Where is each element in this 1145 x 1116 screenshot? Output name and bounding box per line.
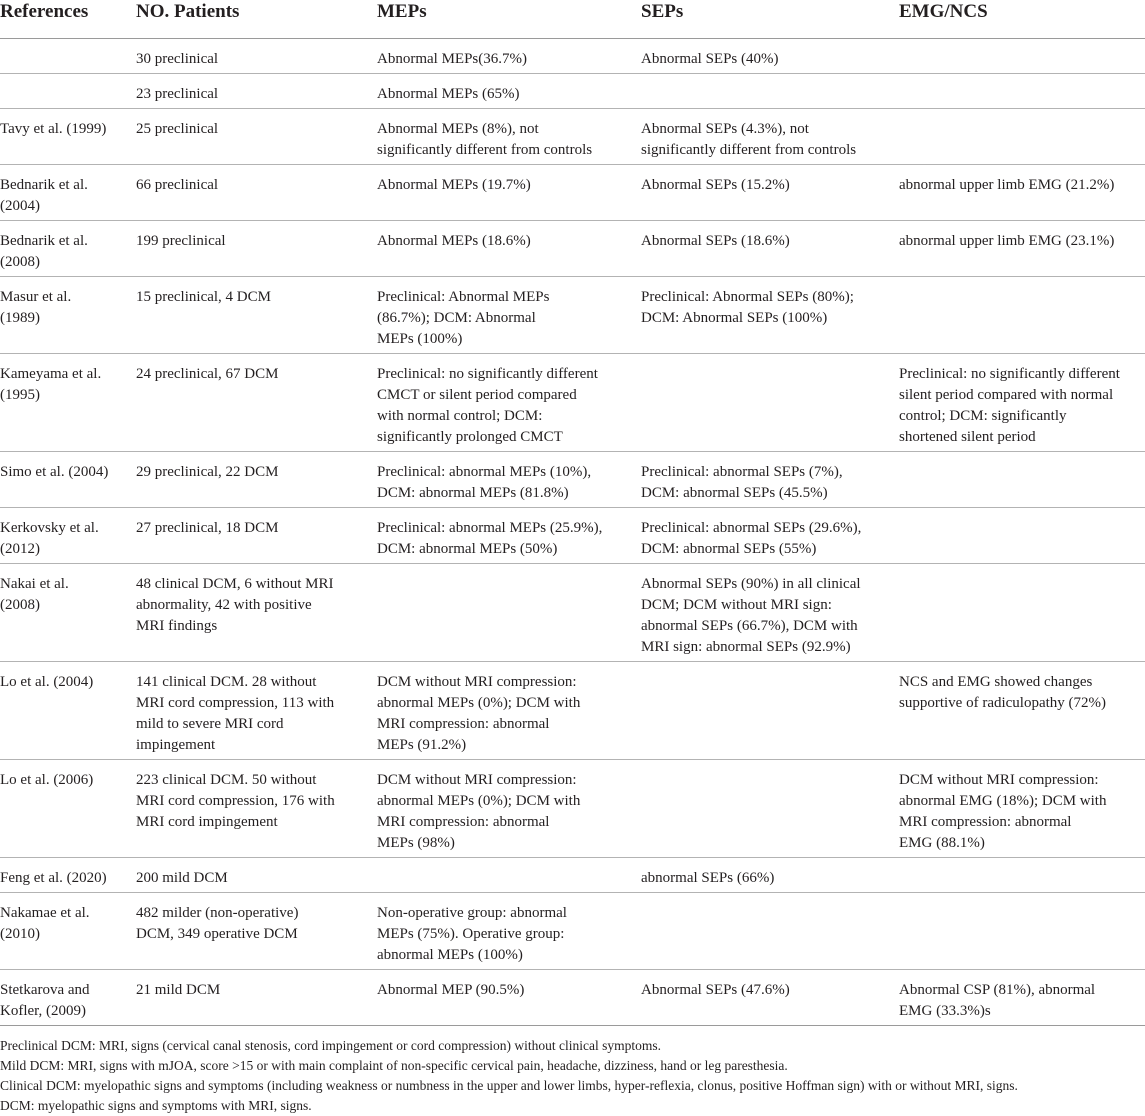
cell-emg-ncs <box>899 165 1145 221</box>
cell-line: Bednarik et al. <box>0 177 88 193</box>
cell-line: MRI cord impingement <box>136 814 278 830</box>
cell-line: Kameyama et al. <box>0 366 102 382</box>
cell-line: 141 clinical DCM. 28 without <box>136 674 317 690</box>
cell-line: Abnormal SEPs (90%) in all clinical <box>641 576 861 592</box>
cell-meps <box>377 564 641 662</box>
cell-emg-ncs <box>899 970 1145 1026</box>
cell-line: abnormal SEPs (66.7%), DCM with <box>641 618 858 634</box>
cell-seps <box>641 508 899 564</box>
cell-meps <box>377 74 641 109</box>
cell-line: Abnormal MEPs(36.7%) <box>377 51 527 67</box>
cell-line: Preclinical: no significantly different <box>377 366 598 382</box>
cell-line: Abnormal SEPs (4.3%), not <box>641 121 809 137</box>
table-footnotes <box>0 1036 1145 1116</box>
cell-patients <box>136 221 377 277</box>
table-row <box>0 74 1145 109</box>
cell-seps <box>641 760 899 858</box>
footnote-clinical: Clinical DCM: myelopathic signs and symptoms (including weakness or numbness in the upper and lower limbs, hyper-reflexia, clonus, positive Hoffman sign) with or without MRI, signs. <box>0 1078 1018 1093</box>
cell-line: EMG (33.3%)s <box>899 1003 991 1019</box>
cell-line: 199 preclinical <box>136 233 226 249</box>
cell-reference <box>0 858 136 893</box>
cell-reference <box>0 74 136 109</box>
cell-line: DCM: abnormal SEPs (45.5%) <box>641 485 828 501</box>
footnote-mild: Mild DCM: MRI, signs with mJOA, score >15 or with main complaint of non-specific cervical pain, headache, dizziness, hand or leg paresthesia. <box>0 1058 788 1073</box>
cell-line <box>899 119 1141 140</box>
cell-patients <box>136 39 377 74</box>
cell-meps <box>377 662 641 760</box>
cell-line <box>899 868 1141 889</box>
cell-emg-ncs <box>899 662 1145 760</box>
cell-meps <box>377 354 641 452</box>
cell-reference <box>0 564 136 662</box>
cell-meps <box>377 508 641 564</box>
cell-line: MRI sign: abnormal SEPs (92.9%) <box>641 639 851 655</box>
cell-emg-ncs <box>899 354 1145 452</box>
cell-line: (2010) <box>0 926 40 942</box>
cell-reference <box>0 760 136 858</box>
cell-line: Masur et al. <box>0 289 72 305</box>
cell-line: Stetkarova and <box>0 982 90 998</box>
cell-line <box>899 518 1141 539</box>
cell-line: Nakai et al. <box>0 576 69 592</box>
table-row <box>0 662 1145 760</box>
cell-seps <box>641 277 899 354</box>
cell-meps <box>377 277 641 354</box>
table-row <box>0 508 1145 564</box>
table-row <box>0 165 1145 221</box>
cell-line: significantly different from controls <box>377 142 593 158</box>
cell-seps <box>641 452 899 508</box>
header-patients: NO. Patients <box>136 0 377 39</box>
table-row <box>0 760 1145 858</box>
cell-line: Preclinical: abnormal MEPs (25.9%), <box>377 520 603 536</box>
cell-line: 30 preclinical <box>136 51 219 67</box>
cell-line: Abnormal SEPs (18.6%) <box>641 233 790 249</box>
table-row <box>0 452 1145 508</box>
cell-line: abnormal MEPs (100%) <box>377 947 523 963</box>
cell-line: (1989) <box>0 310 40 326</box>
cell-emg-ncs <box>899 277 1145 354</box>
cell-line: MRI cord compression, 113 with <box>136 695 335 711</box>
header-emg-ncs: EMG/NCS <box>899 0 1145 39</box>
header-row <box>0 0 1145 39</box>
cell-meps <box>377 109 641 165</box>
cell-patients <box>136 109 377 165</box>
cell-line: DCM: Abnormal SEPs (100%) <box>641 310 828 326</box>
cell-line: DCM without MRI compression: <box>377 772 577 788</box>
cell-line: abnormality, 42 with positive <box>136 597 312 613</box>
cell-emg-ncs <box>899 760 1145 858</box>
cell-line: DCM; DCM without MRI sign: <box>641 597 832 613</box>
cell-line: shortened silent period <box>899 429 1036 445</box>
cell-line: 15 preclinical, 4 DCM <box>136 289 271 305</box>
cell-line: Abnormal MEPs (18.6%) <box>377 233 531 249</box>
cell-emg-ncs <box>899 858 1145 893</box>
cell-line: (2004) <box>0 198 40 214</box>
cell-line: 200 mild DCM <box>136 870 228 886</box>
cell-line: 223 clinical DCM. 50 without <box>136 772 317 788</box>
cell-patients <box>136 354 377 452</box>
cell-line: MRI cord compression, 176 with <box>136 793 335 809</box>
cell-reference <box>0 970 136 1026</box>
cell-line: Preclinical: no significantly different <box>899 366 1120 382</box>
cell-line: NCS and EMG showed changes <box>899 674 1093 690</box>
cell-reference <box>0 508 136 564</box>
cell-line <box>641 84 895 105</box>
cell-patients <box>136 165 377 221</box>
cell-line: 24 preclinical, 67 DCM <box>136 366 279 382</box>
cell-line: Simo et al. (2004) <box>0 464 109 480</box>
cell-line: MEPs (98%) <box>377 835 455 851</box>
cell-line: abnormal upper limb EMG (23.1%) <box>899 233 1115 249</box>
cell-seps <box>641 662 899 760</box>
cell-line: (2012) <box>0 541 40 557</box>
cell-line <box>641 672 895 693</box>
cell-line: abnormal MEPs (0%); DCM with <box>377 695 581 711</box>
cell-line: MRI compression: abnormal <box>377 814 550 830</box>
cell-line <box>899 574 1141 595</box>
cell-line: 48 clinical DCM, 6 without MRI <box>136 576 334 592</box>
cell-reference <box>0 893 136 970</box>
cell-line: 66 preclinical <box>136 177 219 193</box>
cell-emg-ncs <box>899 221 1145 277</box>
cell-line: Preclinical: abnormal SEPs (7%), <box>641 464 843 480</box>
cell-line: Non-operative group: abnormal <box>377 905 567 921</box>
cell-line: 21 mild DCM <box>136 982 221 998</box>
table-row <box>0 277 1145 354</box>
header-references: References <box>0 0 136 39</box>
cell-line: MRI compression: abnormal <box>377 716 550 732</box>
cell-reference <box>0 662 136 760</box>
cell-line: Preclinical: abnormal SEPs (29.6%), <box>641 520 862 536</box>
table-row <box>0 970 1145 1026</box>
cell-line: EMG (88.1%) <box>899 835 985 851</box>
cell-line: abnormal EMG (18%); DCM with <box>899 793 1107 809</box>
cell-line: Abnormal MEPs (19.7%) <box>377 177 531 193</box>
cell-line <box>641 770 895 791</box>
table-row <box>0 109 1145 165</box>
cell-line <box>377 574 637 595</box>
cell-emg-ncs <box>899 109 1145 165</box>
cell-line: Lo et al. (2004) <box>0 674 94 690</box>
cell-line: 482 milder (non-operative) <box>136 905 299 921</box>
cell-line: Preclinical: abnormal MEPs (10%), <box>377 464 592 480</box>
cell-emg-ncs <box>899 564 1145 662</box>
cell-line: MEPs (100%) <box>377 331 463 347</box>
cell-patients <box>136 893 377 970</box>
cell-seps <box>641 165 899 221</box>
cell-line <box>899 903 1141 924</box>
cell-line <box>899 84 1141 105</box>
cell-meps <box>377 165 641 221</box>
cell-line: (2008) <box>0 254 40 270</box>
cell-seps <box>641 354 899 452</box>
table-row <box>0 858 1145 893</box>
cell-line: DCM: abnormal SEPs (55%) <box>641 541 817 557</box>
cell-reference <box>0 221 136 277</box>
cell-line: abnormal SEPs (66%) <box>641 870 775 886</box>
cell-line: silent period compared with normal <box>899 387 1114 403</box>
cell-reference <box>0 109 136 165</box>
cell-line: Abnormal SEPs (15.2%) <box>641 177 790 193</box>
cell-line: control; DCM: significantly <box>899 408 1067 424</box>
cell-line: Feng et al. (2020) <box>0 870 107 886</box>
footnote-preclinical: Preclinical DCM: MRI, signs (cervical canal stenosis, cord impingement or cord compression) without clinical symptoms. <box>0 1038 661 1053</box>
cell-line: Abnormal MEPs (65%) <box>377 86 520 102</box>
cell-line: Abnormal SEPs (40%) <box>641 51 779 67</box>
table-row <box>0 39 1145 74</box>
cell-line: DCM, 349 operative DCM <box>136 926 298 942</box>
cell-line: mild to severe MRI cord <box>136 716 284 732</box>
cell-line: abnormal MEPs (0%); DCM with <box>377 793 581 809</box>
cell-patients <box>136 760 377 858</box>
cell-line: (1995) <box>0 387 40 403</box>
cell-line: 27 preclinical, 18 DCM <box>136 520 279 536</box>
cell-line: Abnormal MEPs (8%), not <box>377 121 539 137</box>
cell-patients <box>136 508 377 564</box>
cell-line <box>377 868 637 889</box>
table-row <box>0 354 1145 452</box>
cell-meps <box>377 893 641 970</box>
cell-reference <box>0 452 136 508</box>
cell-patients <box>136 970 377 1026</box>
cell-line: significantly prolonged CMCT <box>377 429 563 445</box>
cell-line: Nakamae et al. <box>0 905 90 921</box>
cell-emg-ncs <box>899 452 1145 508</box>
cell-line <box>899 49 1141 70</box>
table-body <box>0 39 1145 1026</box>
cell-line: 23 preclinical <box>136 86 219 102</box>
cell-line <box>641 903 895 924</box>
cell-emg-ncs <box>899 74 1145 109</box>
cell-seps <box>641 74 899 109</box>
cell-reference <box>0 39 136 74</box>
cell-line: DCM without MRI compression: <box>377 674 577 690</box>
cell-line: supportive of radiculopathy (72%) <box>899 695 1107 711</box>
cell-emg-ncs <box>899 508 1145 564</box>
cell-line: Preclinical: Abnormal MEPs <box>377 289 550 305</box>
cell-line: CMCT or silent period compared <box>377 387 577 403</box>
table-row <box>0 564 1145 662</box>
cell-seps <box>641 39 899 74</box>
cell-reference <box>0 354 136 452</box>
cell-emg-ncs <box>899 893 1145 970</box>
cell-line <box>641 364 895 385</box>
cell-line: (2008) <box>0 597 40 613</box>
cell-line: Preclinical: Abnormal SEPs (80%); <box>641 289 854 305</box>
cell-line: DCM: abnormal MEPs (50%) <box>377 541 558 557</box>
cell-line: Abnormal SEPs (47.6%) <box>641 982 790 998</box>
cell-line: Bednarik et al. <box>0 233 88 249</box>
cell-line: (86.7%); DCM: Abnormal <box>377 310 536 326</box>
cell-seps <box>641 109 899 165</box>
cell-line: 25 preclinical <box>136 121 219 137</box>
cell-patients <box>136 452 377 508</box>
cell-meps <box>377 970 641 1026</box>
cell-line: impingement <box>136 737 216 753</box>
cell-line: with normal control; DCM: <box>377 408 543 424</box>
cell-line: abnormal upper limb EMG (21.2%) <box>899 177 1115 193</box>
cell-line: MEPs (75%). Operative group: <box>377 926 565 942</box>
cell-meps <box>377 221 641 277</box>
cell-reference <box>0 277 136 354</box>
cell-seps <box>641 221 899 277</box>
cell-seps <box>641 564 899 662</box>
cell-line <box>0 84 132 105</box>
cell-seps <box>641 858 899 893</box>
header-seps: SEPs <box>641 0 899 39</box>
table-header <box>0 0 1145 39</box>
cell-patients <box>136 858 377 893</box>
cell-line: Tavy et al. (1999) <box>0 121 107 137</box>
cell-patients <box>136 277 377 354</box>
cell-seps <box>641 970 899 1026</box>
cell-line: MRI findings <box>136 618 218 634</box>
cell-meps <box>377 760 641 858</box>
cell-patients <box>136 564 377 662</box>
footnote-dcm: DCM: myelopathic signs and symptoms with MRI, signs. <box>0 1098 312 1113</box>
cell-line: Kofler, (2009) <box>0 1003 87 1019</box>
cell-line <box>899 462 1141 483</box>
cell-patients <box>136 662 377 760</box>
table-row <box>0 221 1145 277</box>
cell-line: 29 preclinical, 22 DCM <box>136 464 279 480</box>
cell-emg-ncs <box>899 39 1145 74</box>
cell-seps <box>641 893 899 970</box>
cell-meps <box>377 858 641 893</box>
cell-line: Abnormal CSP (81%), abnormal <box>899 982 1096 998</box>
cell-line: MRI compression: abnormal <box>899 814 1072 830</box>
cell-line: MEPs (91.2%) <box>377 737 467 753</box>
table-row <box>0 893 1145 970</box>
cell-patients <box>136 74 377 109</box>
cell-meps <box>377 39 641 74</box>
cell-line: Lo et al. (2006) <box>0 772 94 788</box>
cell-line: Abnormal MEP (90.5%) <box>377 982 525 998</box>
header-meps: MEPs <box>377 0 641 39</box>
cell-line: significantly different from controls <box>641 142 857 158</box>
cell-line: DCM without MRI compression: <box>899 772 1099 788</box>
cell-line: Kerkovsky et al. <box>0 520 99 536</box>
cell-line: DCM: abnormal MEPs (81.8%) <box>377 485 569 501</box>
cell-meps <box>377 452 641 508</box>
cell-line <box>899 287 1141 308</box>
cell-line <box>0 49 132 70</box>
cell-reference <box>0 165 136 221</box>
